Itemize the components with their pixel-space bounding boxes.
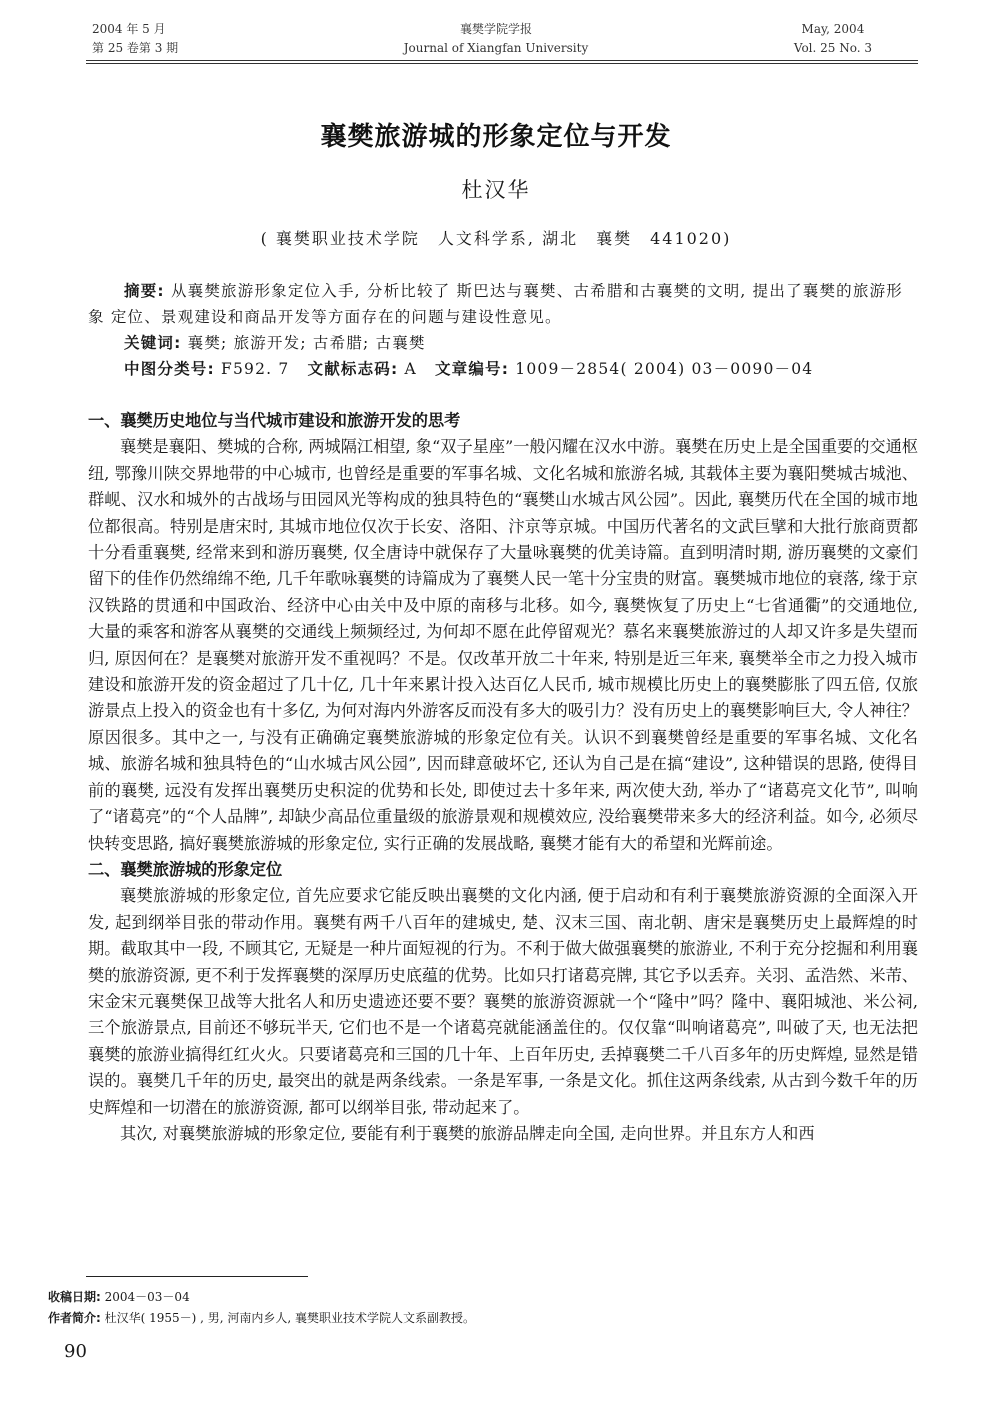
journal-date-issue-en xyxy=(794,20,872,58)
bio-value: 杜汉华( 1955－) , 男, 河南内乡人, 襄樊职业技术学院人文系副教授。 xyxy=(100,1311,476,1325)
article-body xyxy=(88,408,918,1147)
footnotes xyxy=(48,1287,475,1329)
article-no-label: 文章编号: xyxy=(434,360,510,378)
header-volume-en: Vol. 25 No. 3 xyxy=(793,41,872,55)
doc-code-label: 文献标志码: xyxy=(307,360,399,378)
author-bio xyxy=(48,1308,475,1329)
keywords-text: 襄樊; 旅游开发; 古希腊; 古襄樊 xyxy=(181,334,426,352)
abstract xyxy=(88,278,918,330)
keywords-line xyxy=(88,330,918,356)
abstract-label: 摘要: xyxy=(124,282,165,300)
clc-value: F592. 7 xyxy=(214,360,290,378)
body-paragraph: 襄樊是襄阳、樊城的合称, 两城隔江相望, 象“双子星座”一般闪耀在汉水中游。襄樊在历史上是全国重要的交通枢纽, 鄂豫川陕交界地带的中心城市, 也曾经是重要的军事名城、文化名城和旅游名城, 其载体主要为襄阳樊城古城池、群岘、汉水和城外的古战场与田园风光等构成的独具特色的“襄樊山水城古风公园”。因此, 襄樊历代在全国的城市地位都很高。特别是唐宋时, 其城市地位仅次于长安、洛阳、汴京等京城。中国历代著名的文武巨擘和大批行旅商贾都十分看重襄樊, 经常来到和游历襄樊, 仅全唐诗中就保存了大量咏襄樊的优美诗篇。直到明清时期, 游历襄樊的文豪们留下的佳作仍然绵绵不绝, 几千年歌咏襄樊的诗篇成为了襄樊人民一笔十分宝贵的财富。襄樊城市地位的衰落, 缘于京汉铁路的贯通和中国政治、经济中心由关中及中原的南移与北移。如今, 襄樊恢复了历史上“七省通衢”的交通地位, 大量的乘客和游客从襄樊的交通线上频频经过, 为何却不愿在此停留观光？慕名来襄樊旅游过的人却又许多是失望而归, 原因何在？是襄樊对旅游开发不重视吗？不是。仅改革开放二十年来, 特别是近三年来, 襄樊举全市之力投入城市建设和旅游开发的资金超过了几十亿, 几十年来累计投入达百亿人民币, 城市规模比历史上的襄樊膨胀了四五倍, 仅旅游景点上投入的资金也有十多亿, 为何对海内外游客反而没有多大的吸引力？没有历史上的襄樊影响巨大, 令人神往？原因很多。其中之一, 与没有正确确定襄樊旅游城的形象定位有关。认识不到襄樊曾经是重要的军事名城、文化名城、旅游名城和独具特色的“山水城古风公园”, 因而肆意破坏它, 还认为自己是在搞“建设”, 这种错误的思路, 使得目前的襄樊, 远没有发挥出襄樊历史积淀的优势和长处, 即使过去十多年来, 两次使大劲, 举办了“诸葛亮文化节”, 叫响了“诸葛亮”的“个人品牌”, 却缺少高品位重量级的旅游景观和规模效应, 没给襄樊带来多大的经济利益。如今, 必须尽快转变思路, 搞好襄樊旅游城的形象定位, 实行正确的发展战略, 襄樊才能有大的希望和光辉前途。 xyxy=(88,437,918,853)
article-title: 襄樊旅游城的形象定位与开发 xyxy=(320,122,672,152)
header-rule-double xyxy=(86,63,918,64)
header-rule xyxy=(86,60,918,61)
bio-label: 作者简介: xyxy=(48,1311,101,1325)
received-value: 2004－03－04 xyxy=(100,1290,190,1304)
received-date xyxy=(48,1287,475,1308)
keywords-label: 关键词: xyxy=(124,334,182,352)
footnote-rule xyxy=(86,1276,308,1277)
abstract-text: 从襄樊旅游形象定位入手, 分析比较了 斯巴达与襄樊、古希腊和古襄樊的文明, 提出了襄樊的旅游形象 定位、景观建设和商品开发等方面存在的问题与建设性意见。 xyxy=(88,282,903,326)
article-no-value: 1009－2854( 2004) 03－0090－04 xyxy=(509,360,814,378)
header-date-en: May, 2004 xyxy=(801,22,865,36)
header-date: 2004 年 5 月 xyxy=(92,22,166,36)
classification-line xyxy=(88,356,918,382)
abstract-block xyxy=(88,278,918,382)
received-label: 收稿日期: xyxy=(48,1290,101,1304)
section-heading: 二、襄樊旅游城的形象定位 xyxy=(88,859,283,879)
body-paragraph: 襄樊旅游城的形象定位, 首先应要求它能反映出襄樊的文化内涵, 便于启动和有利于襄樊旅游资源的全面深入开发, 起到纲举目张的带动作用。襄樊有两千八百年的建城史, 楚、汉末三国、南北朝、唐宋是襄樊历史上最辉煌的时期。截取其中一段, 不顾其它, 无疑是一种片面短视的行为。不利于做大做强襄樊的旅游业, 不利于充分挖掘和利用襄樊的旅游资源, 更不利于发挥襄樊的深厚历史底蕴的优势。比如只打诸葛亮牌, 其它予以丢弃。关羽、孟浩然、米芾、宋金宋元襄樊保卫战等大批名人和历史遗迹还要不要？襄樊的旅游资源就一个“隆中”吗？隆中、襄阳城池、米公祠, 三个旅游景点, 目前还不够玩半天, 它们也不是一个诸葛亮就能涵盖住的。仅仅靠“叫响诸葛亮”, 叫破了天, 也无法把襄樊的旅游业搞得红红火火。只要诸葛亮和三国的几十年、上百年历史, 丢掉襄樊二千八百多年的历史辉煌, 显然是错误的。襄樊几千年的历史, 最突出的就是两条线索。一条是军事, 一条是文化。抓住这两条线索, 从古到今数千年的历史辉煌和一切潜在的旅游资源, 都可以纲举目张, 带动起来了。 xyxy=(88,886,918,1117)
section-heading: 一、襄樊历史地位与当代城市建设和旅游开发的思考 xyxy=(88,411,461,430)
header-journal-cn: 襄樊学院学报 xyxy=(459,22,532,36)
author-affiliation: ( 襄樊职业技术学院 人文科学系, 湖北 襄樊 441020) xyxy=(260,229,732,248)
body-paragraph: 其次, 对襄樊旅游城的形象定位, 要能有利于襄樊的旅游品牌走向全国, 走向世界。并且东方人和西 xyxy=(120,1123,815,1143)
clc-label: 中图分类号: xyxy=(124,360,215,378)
header-journal-en: Journal of Xiangfan University xyxy=(403,41,589,55)
article-author: 杜汉华 xyxy=(461,178,531,202)
doc-code-value: A xyxy=(398,360,417,378)
page-number: 90 xyxy=(64,1341,87,1362)
header-volume: 第 25 卷第 3 期 xyxy=(92,41,179,55)
